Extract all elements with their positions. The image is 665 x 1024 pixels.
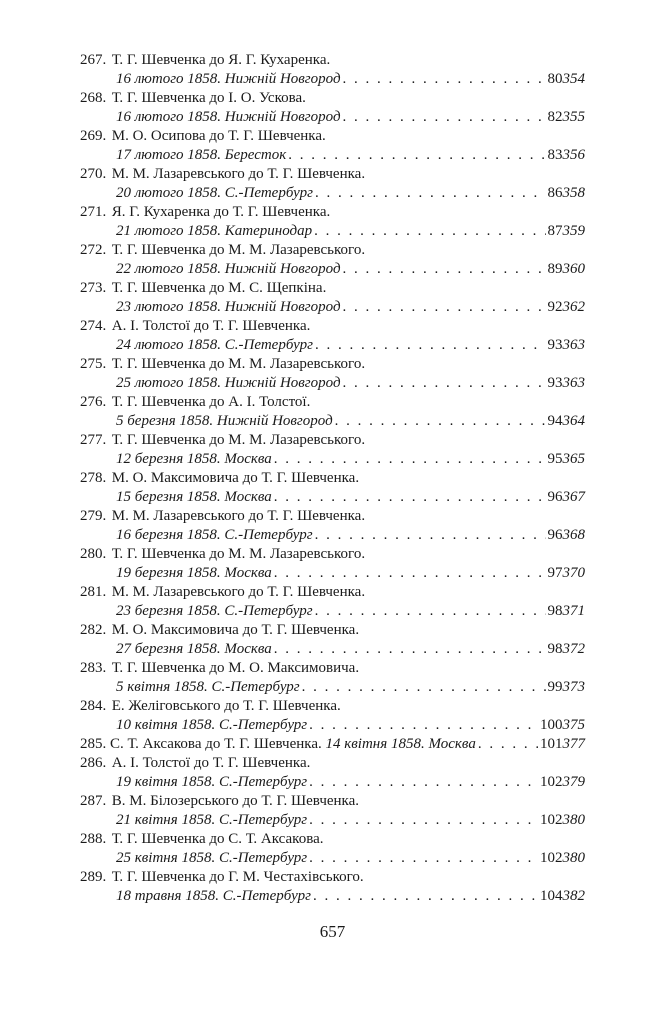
dot-leader <box>314 222 545 241</box>
entry-number: 284. <box>80 698 107 714</box>
commentary-page-ref: 362 <box>562 299 585 315</box>
commentary-page-ref: 360 <box>562 261 585 277</box>
toc-entry <box>80 165 585 203</box>
page-ref: 86 <box>547 185 563 201</box>
table-of-contents <box>80 51 585 906</box>
dot-leader <box>343 374 546 393</box>
toc-entry <box>80 431 585 469</box>
page-ref: 97 <box>547 565 563 581</box>
entry-date: 23 березня 1858. С.-Петербург <box>116 603 313 619</box>
toc-entry <box>80 697 585 735</box>
commentary-page-ref: 380 <box>562 850 585 866</box>
dot-leader <box>315 184 546 203</box>
dot-leader <box>274 450 546 469</box>
toc-entry <box>80 89 585 127</box>
page-ref: 95 <box>547 451 563 467</box>
page-ref: 104 <box>540 888 563 904</box>
dot-leader <box>274 488 546 507</box>
dot-leader <box>313 887 538 906</box>
toc-entry <box>80 241 585 279</box>
dot-leader <box>274 640 546 659</box>
entry-date: 16 березня 1858. С.-Петербург <box>116 527 313 543</box>
entry-title: А. І. Толстої до Т. Г. Шевченка. <box>111 755 311 771</box>
entry-number: 283. <box>80 660 107 676</box>
toc-entry <box>80 279 585 317</box>
commentary-page-ref: 367 <box>562 489 585 505</box>
page-ref: 87 <box>547 223 563 239</box>
commentary-page-ref: 365 <box>562 451 585 467</box>
entry-number: 274. <box>80 318 107 334</box>
entry-number: 276. <box>80 394 107 410</box>
entry-title: Т. Г. Шевченка до М. М. Лазаревського. <box>111 356 366 372</box>
toc-entry <box>80 830 585 868</box>
entry-number: 280. <box>80 546 107 562</box>
toc-entry <box>80 393 585 431</box>
toc-entry <box>80 735 585 754</box>
entry-number: 279. <box>80 508 107 524</box>
commentary-page-ref: 363 <box>562 337 585 353</box>
entry-title: В. М. Білозерського до Т. Г. Шевченка. <box>111 793 360 809</box>
dot-leader <box>302 678 546 697</box>
entry-date: 21 квітня 1858. С.-Петербург <box>116 812 308 828</box>
entry-number: 277. <box>80 432 107 448</box>
entry-title: Т. Г. Шевченка до М. М. Лазаревського. <box>111 242 366 258</box>
page-ref: 83 <box>547 147 563 163</box>
commentary-page-ref: 380 <box>562 812 585 828</box>
entry-title: Т. Г. Шевченка до Г. М. Честахівського. <box>111 869 364 885</box>
toc-entry <box>80 621 585 659</box>
entry-number: 278. <box>80 470 107 486</box>
entry-number: 285. <box>80 736 107 752</box>
toc-entry <box>80 317 585 355</box>
commentary-page-ref: 364 <box>562 413 585 429</box>
entry-title: М. О. Максимовича до Т. Г. Шевченка. <box>111 470 360 486</box>
dot-leader <box>309 849 538 868</box>
entry-date: 15 березня 1858. Москва <box>116 489 272 505</box>
dot-leader <box>343 298 546 317</box>
dot-leader <box>274 564 546 583</box>
page-ref: 98 <box>547 603 563 619</box>
entry-title: Т. Г. Шевченка до С. Т. Аксакова. <box>111 831 324 847</box>
page-ref: 96 <box>547 489 563 505</box>
entry-number: 268. <box>80 90 107 106</box>
toc-entry <box>80 792 585 830</box>
entry-title: С. Т. Аксакова до Т. Г. Шевченка. <box>110 736 322 752</box>
commentary-page-ref: 358 <box>562 185 585 201</box>
commentary-page-ref: 377 <box>562 736 585 752</box>
entry-date: 19 березня 1858. Москва <box>116 565 272 581</box>
entry-date: 16 лютого 1858. Нижній Новгород <box>116 71 341 87</box>
entry-title: Т. Г. Шевченка до А. І. Толстої. <box>111 394 311 410</box>
toc-entry <box>80 51 585 89</box>
page-ref: 80 <box>547 71 563 87</box>
entry-number: 288. <box>80 831 107 847</box>
entry-date: 14 квітня 1858. Москва <box>325 736 476 752</box>
toc-entry <box>80 507 585 545</box>
dot-leader <box>309 773 538 792</box>
page-number: 657 <box>319 922 346 941</box>
dot-leader <box>335 412 546 431</box>
toc-entry <box>80 469 585 507</box>
page-ref: 93 <box>547 337 563 353</box>
entry-date: 5 березня 1858. Нижній Новгород <box>116 413 333 429</box>
entry-title: Т. Г. Шевченка до М. С. Щепкіна. <box>111 280 327 296</box>
commentary-page-ref: 359 <box>562 223 585 239</box>
entry-title: Т. Г. Шевченка до Я. Г. Кухаренка. <box>111 52 331 68</box>
commentary-page-ref: 375 <box>562 717 585 733</box>
entry-date: 22 лютого 1858. Нижній Новгород <box>116 261 341 277</box>
commentary-page-ref: 379 <box>562 774 585 790</box>
dot-leader <box>343 108 546 127</box>
page-ref: 93 <box>547 375 563 391</box>
dot-leader <box>315 336 546 355</box>
page-ref: 102 <box>540 812 563 828</box>
entry-date: 20 лютого 1858. С.-Петербург <box>116 185 313 201</box>
commentary-page-ref: 363 <box>562 375 585 391</box>
entry-title: А. І. Толстої до Т. Г. Шевченка. <box>111 318 311 334</box>
commentary-page-ref: 371 <box>562 603 585 619</box>
page-ref: 102 <box>540 850 563 866</box>
entry-date: 17 лютого 1858. Бересток <box>116 147 287 163</box>
entry-title: Т. Г. Шевченка до М. М. Лазаревського. <box>111 432 366 448</box>
commentary-page-ref: 368 <box>562 527 585 543</box>
entry-title: М. О. Максимовича до Т. Г. Шевченка. <box>111 622 360 638</box>
toc-entry <box>80 545 585 583</box>
commentary-page-ref: 354 <box>562 71 585 87</box>
entry-date: 19 квітня 1858. С.-Петербург <box>116 774 308 790</box>
commentary-page-ref: 382 <box>562 888 585 904</box>
dot-leader <box>315 526 546 545</box>
toc-entry <box>80 583 585 621</box>
entry-date: 21 лютого 1858. Катеринодар <box>116 223 313 239</box>
entry-number: 269. <box>80 128 107 144</box>
page-ref: 94 <box>547 413 563 429</box>
entry-date: 27 березня 1858. Москва <box>116 641 272 657</box>
entry-title: Я. Г. Кухаренка до Т. Г. Шевченка. <box>111 204 331 220</box>
entry-date: 5 квітня 1858. С.-Петербург <box>116 679 300 695</box>
entry-title: М. М. Лазаревського до Т. Г. Шевченка. <box>111 584 366 600</box>
dot-leader <box>309 716 538 735</box>
page-ref: 96 <box>547 527 563 543</box>
entry-title: Т. Г. Шевченка до М. М. Лазаревського. <box>111 546 366 562</box>
commentary-page-ref: 370 <box>562 565 585 581</box>
commentary-page-ref: 373 <box>562 679 585 695</box>
dot-leader <box>478 735 538 754</box>
entry-title: М. О. Осипова до Т. Г. Шевченка. <box>111 128 326 144</box>
toc-entry <box>80 868 585 906</box>
page-ref: 98 <box>547 641 563 657</box>
entry-number: 287. <box>80 793 107 809</box>
entry-date: 16 лютого 1858. Нижній Новгород <box>116 109 341 125</box>
toc-entry <box>80 355 585 393</box>
toc-entry <box>80 754 585 792</box>
dot-leader <box>343 70 546 89</box>
toc-entry <box>80 659 585 697</box>
entry-title: Т. Г. Шевченка до І. О. Ускова. <box>111 90 306 106</box>
toc-entry <box>80 127 585 165</box>
page-ref: 89 <box>547 261 563 277</box>
page-ref: 99 <box>547 679 563 695</box>
entry-number: 271. <box>80 204 107 220</box>
entry-number: 286. <box>80 755 107 771</box>
page-ref: 100 <box>540 717 563 733</box>
page-ref: 101 <box>540 736 563 752</box>
entry-number: 272. <box>80 242 107 258</box>
entry-title: Т. Г. Шевченка до М. О. Максимовича. <box>111 660 360 676</box>
commentary-page-ref: 355 <box>562 109 585 125</box>
entry-date: 23 лютого 1858. Нижній Новгород <box>116 299 341 315</box>
dot-leader <box>288 146 545 165</box>
entry-date: 25 лютого 1858. Нижній Новгород <box>116 375 341 391</box>
dot-leader <box>315 602 546 621</box>
entry-date: 10 квітня 1858. С.-Петербург <box>116 717 308 733</box>
entry-date: 24 лютого 1858. С.-Петербург <box>116 337 313 353</box>
page-ref: 102 <box>540 774 563 790</box>
entry-number: 270. <box>80 166 107 182</box>
page-ref: 82 <box>547 109 563 125</box>
entry-date: 18 травня 1858. С.-Петербург <box>116 888 311 904</box>
toc-entry <box>80 203 585 241</box>
commentary-page-ref: 372 <box>562 641 585 657</box>
dot-leader <box>343 260 546 279</box>
entry-number: 275. <box>80 356 107 372</box>
entry-number: 267. <box>80 52 107 68</box>
entry-number: 282. <box>80 622 107 638</box>
page-ref: 92 <box>547 299 563 315</box>
commentary-page-ref: 356 <box>562 147 585 163</box>
entry-date: 12 березня 1858. Москва <box>116 451 272 467</box>
entry-date: 25 квітня 1858. С.-Петербург <box>116 850 308 866</box>
entry-title: М. М. Лазаревського до Т. Г. Шевченка. <box>111 166 366 182</box>
entry-number: 281. <box>80 584 107 600</box>
entry-number: 273. <box>80 280 107 296</box>
entry-title: Е. Желіговського до Т. Г. Шевченка. <box>111 698 341 714</box>
entry-title: М. М. Лазаревського до Т. Г. Шевченка. <box>111 508 366 524</box>
dot-leader <box>309 811 538 830</box>
entry-number: 289. <box>80 869 107 885</box>
